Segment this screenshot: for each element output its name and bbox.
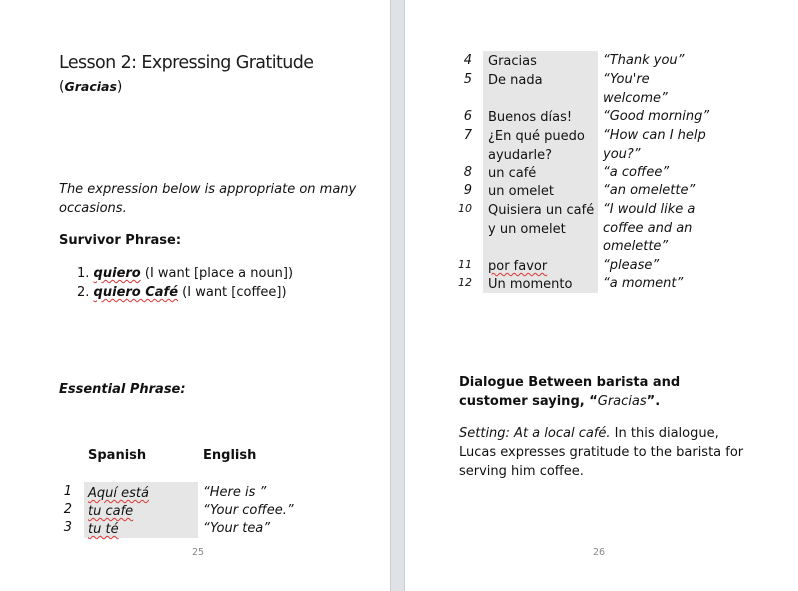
english-cell: “an omelette” (603, 183, 696, 198)
row-number: 3 (63, 520, 72, 535)
spanish-cell: Quisiera un café y un omelet (488, 203, 595, 237)
row-number: 12 (458, 276, 472, 289)
setting-text: In this dialogue, Lucas expresses gratitude to the barista for serving him coffee. (459, 426, 744, 479)
page-number: 26 (593, 547, 606, 558)
intro-text: The expression below is appropriate on many occasions. (59, 182, 357, 216)
english-cell: “Good morning” (603, 109, 710, 124)
spanish-cell: Un momento (488, 277, 573, 292)
spanish-cell: por favor (488, 259, 548, 274)
row-number: 9 (463, 183, 472, 198)
subtitle-open-paren: ( (59, 79, 65, 95)
survivor-word: quiero Café (93, 285, 179, 300)
subtitle-close-paren: ) (116, 79, 123, 95)
english-cell: “Here is ” (203, 485, 267, 500)
dialogue-heading-text: Dialogue Between barista and customer saying, “ (459, 375, 681, 409)
row-number: 6 (463, 109, 472, 124)
spanish-cell: Buenos días! (488, 110, 573, 125)
english-cell: “please” (603, 258, 660, 273)
row-number: 4 (463, 53, 472, 68)
list-marker: 2. (77, 285, 90, 300)
spanish-cell: un omelet (488, 184, 554, 199)
subtitle-word: Gracias (64, 79, 117, 94)
spanish-cell: tu té (88, 522, 119, 537)
dialogue-heading-end: ”. (646, 394, 661, 409)
english-cell: “a coffee” (603, 165, 670, 180)
lesson-subtitle (59, 79, 122, 95)
spanish-cell: tu cafe (88, 504, 134, 519)
row-number: 10 (458, 202, 472, 215)
lesson-title: Lesson 2: Expressing Gratitude (59, 53, 314, 73)
english-cell: “Thank you” (603, 53, 685, 68)
english-cell: “a moment” (603, 276, 684, 291)
survivor-word: quiero (93, 266, 141, 281)
english-cell: “Your tea” (203, 521, 271, 536)
row-number: 7 (463, 128, 472, 143)
spanish-cell: De nada (488, 73, 543, 88)
english-cell: “Your coffee.” (203, 503, 294, 518)
survivor-list-item (77, 283, 287, 302)
row-number: 11 (458, 258, 472, 271)
page-26 (405, 0, 798, 591)
survivor-gloss: (I want [place a noun]) (140, 266, 294, 281)
page-25 (0, 0, 390, 591)
page-number: 25 (192, 547, 205, 558)
list-marker: 1. (77, 266, 90, 281)
survivor-heading: Survivor Phrase: (59, 233, 182, 248)
table-header-spanish: Spanish (88, 448, 147, 463)
dialogue-heading-word: Gracias (597, 394, 647, 409)
survivor-gloss: (I want [coffee]) (178, 285, 287, 300)
spanish-cell: ¿En qué puedo ayudarle? (488, 129, 585, 163)
table-header-english: English (203, 448, 257, 463)
page-gutter (390, 0, 405, 591)
spanish-cell: Aquí está (88, 486, 149, 501)
spanish-cell: un café (488, 166, 537, 181)
setting-paragraph (459, 424, 744, 481)
english-cell: “How can I help you?” (603, 128, 706, 162)
row-number: 1 (63, 484, 72, 499)
row-number: 5 (463, 72, 472, 87)
english-cell: “I would like a coffee and an omelette” (603, 202, 696, 254)
dialogue-heading (459, 373, 744, 411)
setting-label: Setting: At a local café. (459, 426, 611, 441)
survivor-list-item (77, 264, 293, 283)
english-cell: “You're welcome” (603, 72, 668, 106)
row-number: 8 (463, 165, 472, 180)
row-number: 2 (63, 502, 72, 517)
essential-heading: Essential Phrase: (59, 382, 186, 397)
spanish-cell: Gracias (488, 54, 537, 69)
